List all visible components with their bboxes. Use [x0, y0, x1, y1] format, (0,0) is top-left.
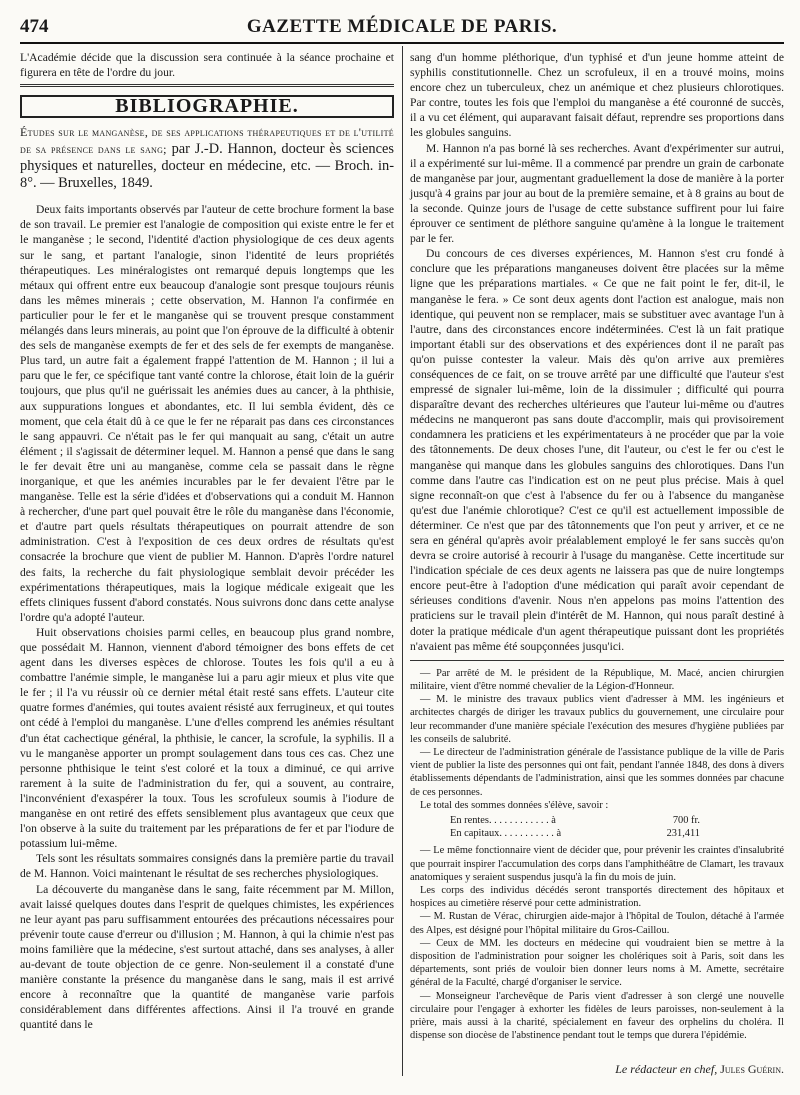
section-divider	[20, 84, 394, 87]
news-item: — M. Rustan de Vérac, chirurgien aide-major à l'hôpital de Toulon, détaché à l'armée des Alpes, est désigné pour l'hôpital militaire du Gros-Caillou.	[410, 911, 784, 936]
right-column	[410, 50, 784, 1042]
news-item: — Le directeur de l'administration générale de l'assistance publique de la ville de Paris vient de publier la liste des personnes qui ont fait, pendant l'année 1848, des dons à divers établissements dépendants de l'administration, ainsi que les sommes données par chacune de ces personnes.	[410, 746, 784, 798]
body-paragraph: La découverte du manganèse dans le sang, faite récemment par M. Millon, avait laissé quelques doutes dans l'esprit de quelques chimistes, les expériences ne leur ayant pas paru suffisamment entourées des précautions nécessaires pour prévenir toute cause d'erreur ou d'illusion ; M. Hannon, à qui la chimie n'est pas moins familière que la médecine, s'est surtout attaché, dans ses analyses, à aller au-devant de toute objection de ce genre. Non-seulement il a constaté d'une manière constante la présence du manganèse dans le sang, mais il est arrivé encore à reconnaître que la quantité de manganèse varie parfois considérablement dans différentes affections. Ainsi il l'a trouvé en grande quantité dans le	[20, 882, 394, 1032]
section-heading: BIBLIOGRAPHIE.	[20, 95, 394, 118]
page-header	[20, 12, 784, 44]
news-item: — Le même fonctionnaire vient de décider que, pour prévenir les craintes d'insalubrité que pourrait inspirer l'accumulation des corps dans l'amphithéâtre de Clamart, les travaux anatomiques y seraient suspendus jusqu'à la fin du mois de juin.	[410, 845, 784, 883]
news-item: — Monseigneur l'archevêque de Paris vient d'adresser à son clergé une nouvelle circulaire pour l'engager à exhorter les fidèles de leurs paroisses, non-seulement à la prière, mais aussi à la charité, spécialement en faveur des orphelins du choléra. Il dispense son diocèse de l'abstinence pendant tout le temps que durera l'épidémie.	[410, 990, 784, 1042]
news-item: — Par arrêté de M. le président de la République, M. Macé, ancien chirurgien militaire, vient d'être nommé chevalier de la Légion-d'Honneur.	[410, 667, 784, 692]
sums-label: En capitaux. . . . . . . . . . . à	[450, 828, 562, 840]
book-title-author: par J.-D. Hannon, docteur ès sciences physiques et naturelles, docteur en médecine, etc. — Broch. in-8°. — Bruxelles, 1849.	[20, 141, 394, 192]
news-divider	[410, 660, 784, 661]
body-paragraph: Huit observations choisies parmi celles, en beaucoup plus grand nombre, que possédait M. Hannon, viennent d'abord témoigner des bons effets de cet agent dans les diverses espèces de chlorose. Toutes les fois qu'il a eu à combattre l'anémie simple, le manganèse lui a paru agir mieux et plus vite que le fer ; il l'a vu réussir où ce dernier métal était resté sans effets. L'auteur cite quatre formes d'anémies, qui toutes avaient résisté aux ferrugineux, et qui toutes ont cédé à l'emploi du manganèse. L'une d'elles comprend les anémies résultant d'un état cachectique général, la phthisie, le cancer, la scrofule, la syphilis. Il a vu le manganèse apporter un prompt soulagement dans tous ces cas. Chez une personne phthisique le teint s'est coloré et la toux a diminué, ce qui arrive rarement à la suite de l'administration du fer, qui a souvent, au contraire, l'inconvénient d'exaspérer la toux. Tous les scrofuleux soumis à l'iodure de manganèse en ont retiré des effets sensiblement plus avantageux que ceux que l'on observe à la suite du traitement par les préparations de fer et par l'iodure de potassium lui-même.	[20, 625, 394, 851]
page-number: 474	[20, 16, 49, 37]
book-title	[20, 124, 394, 192]
body-paragraph: sang d'un homme pléthorique, d'un typhisé et d'un jeune homme atteint de syphilis constitutionnelle. Chez un scrofuleux, il en a trouvé moins, moins encore chez un tuberculeux, chez un anémique et chez plusieurs chlorotiques. Par contre, toutes les fois que l'emploi du manganèse a été couronné de succès, il a vu cet élément, qui auparavant faisait défaut, reprendre ses proportions dans les globules sanguins.	[410, 51, 784, 140]
news-section	[410, 667, 784, 1043]
left-column	[20, 50, 394, 1032]
body-paragraph: Tels sont les résultats sommaires consignés dans la première partie du travail de M. Hannon. Voici maintenant le résultat de ses recherches physiologiques.	[20, 852, 394, 881]
sums-label: En rentes. . . . . . . . . . . . à	[450, 814, 556, 826]
sums-value: 700 fr.	[672, 814, 700, 826]
sums-row	[450, 827, 700, 840]
news-item: Les corps des individus décédés seront transportés directement des hôpitaux et hospices au cimetière réservé pour cette administration.	[410, 885, 784, 910]
news-item: Le total des sommes données s'élève, savoir :	[420, 799, 609, 811]
column-divider	[402, 46, 403, 1076]
news-item: — M. le ministre des travaux publics vient d'adresser à MM. les ingénieurs et architectes chargés de diriger les travaux publics du gouvernement, une circulaire pour leur recommander d'une manière spéciale l'exécution des mesures d'hygiène publiées par les conseils de salubrité.	[410, 694, 784, 745]
news-item: — Ceux de MM. les docteurs en médecine qui voudraient bien se mettre à la disposition de l'administration pour soigner les cholériques soit à Paris, soit dans les départements, sont priés de vouloir bien donner leurs noms à M. Amette, secrétaire général de la Faculté, chargé d'organiser le service.	[410, 937, 784, 989]
sums-table	[450, 814, 784, 840]
signature-name: Jules Guérin.	[720, 1062, 784, 1076]
sums-value: 231,411	[666, 828, 700, 840]
body-paragraph: Deux faits importants observés par l'auteur de cette brochure forment la base de son travail. Le premier est l'analogie de composition qui existe entre le fer et le manganèse ; le second, l'identité d'action physiologique de ces deux agents sur le sang, et partant l'analogie, sinon l'identité de leurs propriétés thérapeutiques. Les minéralogistes ont remarqué depuis longtemps que les métaux qui offrent entre eux beaucoup d'analogie sont presque toujours réunis dans les mêmes minerais ; cette observation, M. Hannon l'a confirmée en particulier pour le fer et le manganèse qui se trouvent presque constamment mélangés dans leurs minerais, au point que l'on éprouve de la difficulté à obtenir des sels de manganèse exempts de fer et des sels de fer exempts de manganèse. Plus tard, un autre fait a également frappé l'attention de M. Hannon ; il lui a paru que le fer, ce spécifique tant vanté contre la chlorose, était loin de la guérir toujours, que plus qu'il ne guérissait les anémies dues au cancer, à la phthisie, aux suppurations longues et abondantes, etc. Il lui sembla évident, dès ce moment, que cela était dû à ce que le fer ne réparait pas dans ces circonstances le sang appauvri. Ce n'était pas le fer qui manquait au sang, c'était un autre élément ; il s'agissait de déterminer lequel. M. Hannon a pensé que dans le sang le fer devait être uni au manganèse, comme cela se passait dans le règne inorganique, et que les anémies incurables par le fer devaient l'être par le manganèse. Telle est la série d'idées et d'observations qui a conduit M. Hannon à rechercher, d'une part quel pouvait être le rôle du manganèse dans l'économie, et d'autre part quels résultats thérapeutiques on pourrait attendre de son administration. C'est à l'exposition de ces deux ordres de résultats qu'est consacrée la brochure que vient de publier M. Hannon. D'après l'ordre naturel des faits, la recherche du fait physiologique semblait devoir précéder les expérimentations thérapeutiques, mais la logique médicale exigeait que les effets cliniques fussent d'abord constatés. Nous suivrons donc dans cette analyse l'ordre qu'a adopté l'auteur.	[20, 203, 394, 624]
journal-title: GAZETTE MÉDICALE DE PARIS.	[246, 16, 558, 37]
body-paragraph: Du concours de ces diverses expériences, M. Hannon s'est cru fondé à conclure que les préparations manganeuses doivent être placées sur la même ligne que les préparations martiales. « Ce que ne fait point le fer, dit-il, le manganèse le fera. » Ce sont deux agents dont l'action est analogue, mais non identique, qui peuvent non se remplacer, mais se substituer avec avantage l'un à l'autre, dans des circonstances encore indéterminées. C'est là un fait pratique important établi sur des observations et des expériences dont il ne paraît pas qu'on puisse contester la valeur. Mais dès qu'on arrive aux premières conséquences de ce fait, on se trouve arrêté par une difficulté que l'auteur s'est empressé de signaler lui-même, loin de la dissimuler ; difficulté qui pourra disparaître devant des recherches ultérieures que l'auteur lui-même ou d'autres médecins ne manqueront pas sans doute d'accomplir, mais qui provisoirement condamnera les praticiens et les expérimentateurs à ne procéder que par la voie des tâtonnements. De deux choses l'une, dit l'auteur, ou c'est le fer ou c'est le manganèse qui manque dans les globules sanguins des chlorotiques. Dans l'un comme dans l'autre cas l'indication est on ne peut plus précise. Mais à quel signe reconnaît-on que c'est à l'absence du fer ou à l'absence du manganèse qu'est due l'anémie chlorotique? C'est ce qu'il est actuellement impossible de déterminer. Ce n'est que par des tâtonnements que l'on peut y arriver, et ce ne sera en général qu'après avoir préalablement employé le fer sans succès qu'on devra se croire autorisé à recourir à l'usage du manganèse. Cette incertitude sur l'indication spéciale de ces deux agents ne laissera pas que de nuire longtemps encore peut-être à l'adoption d'une médication qui paraît avoir cependant de sérieuses conditions d'avenir. Nous n'en appelons pas moins l'attention des praticiens sur le travail plein d'intérêt de M. Hannon, qui nous paraît destiné à doter la pratique médicale d'un agent thérapeutique puissant dont les propriétés n'avaient pas même été soupçonnées jusqu'ici.	[410, 247, 784, 653]
signature-label: Le rédacteur en chef,	[615, 1062, 718, 1076]
sums-row	[450, 814, 700, 827]
intro-paragraph: L'Académie décide que la discussion sera continuée à la séance prochaine et figurera en tête de l'ordre du jour.	[20, 51, 394, 80]
book-title-main: Études sur le manganèse, de ses applications thérapeutiques et de l'utilité de sa présence dans le sang;	[20, 125, 394, 157]
editor-signature	[615, 1062, 784, 1077]
body-paragraph: M. Hannon n'a pas borné là ses recherches. Avant d'expérimenter sur autrui, il a expérimenté sur lui-même. Il a commencé par prendre un grain de carbonate de manganèse par jour, augmentant graduellement la dose de manière à la porter jusqu'à 4 grains par jour au bout de la première semaine, et à 8 grains au bout de la seconde. Quinze jours de l'usage de cette substance suffirent pour lui faire éprouver ce sentiment de pléthore sanguine qu'amène à la longue le traitement par le fer.	[410, 141, 784, 246]
